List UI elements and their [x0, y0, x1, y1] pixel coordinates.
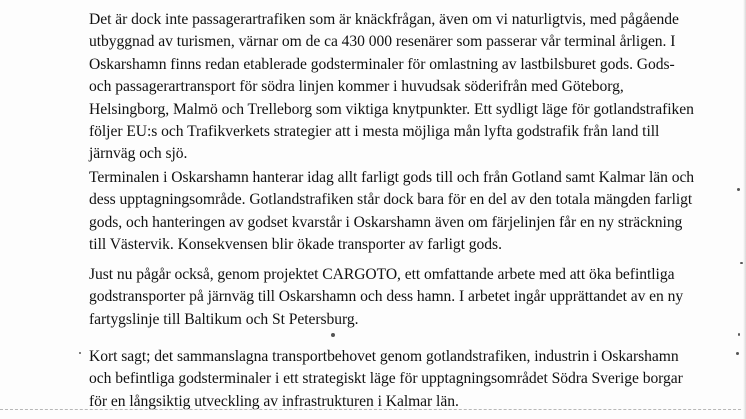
text-line: järnväg och sjö. — [89, 145, 188, 163]
scan-speck — [331, 333, 335, 337]
text-line: Just nu pågår också, genom projektet CARGOTO, ett omfattande arbete med att öka befintliga — [89, 266, 675, 283]
text-line: och passagerartransport för södra linjen kommer i huvudsak söderifrån med Göteborg, — [89, 78, 624, 96]
scan-speck — [736, 352, 739, 355]
paragraph-passenger-traffic — [89, 9, 729, 166]
paragraph-summary — [89, 346, 729, 413]
text-line: utbyggnad av turismen, värnar om de ca 430 000 resenärer som passerar vår terminal årligen. I — [89, 33, 676, 51]
text-line: för en långsiktig utveckling av infrastrukturen i Kalmar län. — [89, 392, 459, 410]
text-line: till Västervik. Konsekvensen blir ökade transporter av farligt gods. — [89, 236, 502, 254]
paragraph-dangerous-goods — [89, 167, 729, 257]
text-line: Terminalen i Oskarshamn hanterar idag allt farligt gods till och från Gotland samt Kalmar län och — [89, 169, 695, 186]
text-line: Oskarshamn finns redan etablerade godsterminaler för omlastning av lastbilsburet gods. Gods- — [89, 55, 675, 73]
text-line: Helsingborg, Malmö och Trelleborg som viktiga knytpunkter. Ett sydligt läge för gotlandstrafiken — [89, 100, 694, 118]
scan-speck — [738, 333, 740, 336]
text-line: godstransporter på järnväg till Oskarshamn och dess hamn. I arbetet ingår upprättandet av en ny — [89, 288, 684, 306]
text-line: dess upptagningsområde. Gotlandstrafiken står dock bara för en del av den totala mängden farligt — [89, 191, 693, 209]
text-line: Kort sagt; det sammanslagna transportbehovet genom gotlandstrafiken, industrin i Oskarshamn — [89, 348, 679, 365]
text-line: fartygslinje till Baltikum och St Petersburg. — [89, 310, 359, 328]
scan-speck — [79, 352, 81, 354]
scan-speck — [737, 188, 740, 191]
text-line: Det är dock inte passagerartrafiken som är knäckfrågan, även om vi naturligtvis, med pågående — [89, 11, 679, 28]
text-line: gods, och hanteringen av godset kvarstår i Oskarshamn även om färjelinjen får en ny sträckning — [89, 213, 683, 231]
scan-edge-line — [0, 409, 746, 410]
text-line: följer EU:s och Trafikverkets strategier att i mesta möjliga mån lyfta godstrafik från land till — [89, 123, 660, 141]
paragraph-cargoto-project — [89, 264, 729, 331]
text-line: och befintliga godsterminaler i ett strategiskt läge för upptagningsområdet Södra Sverige borgar — [89, 370, 683, 388]
